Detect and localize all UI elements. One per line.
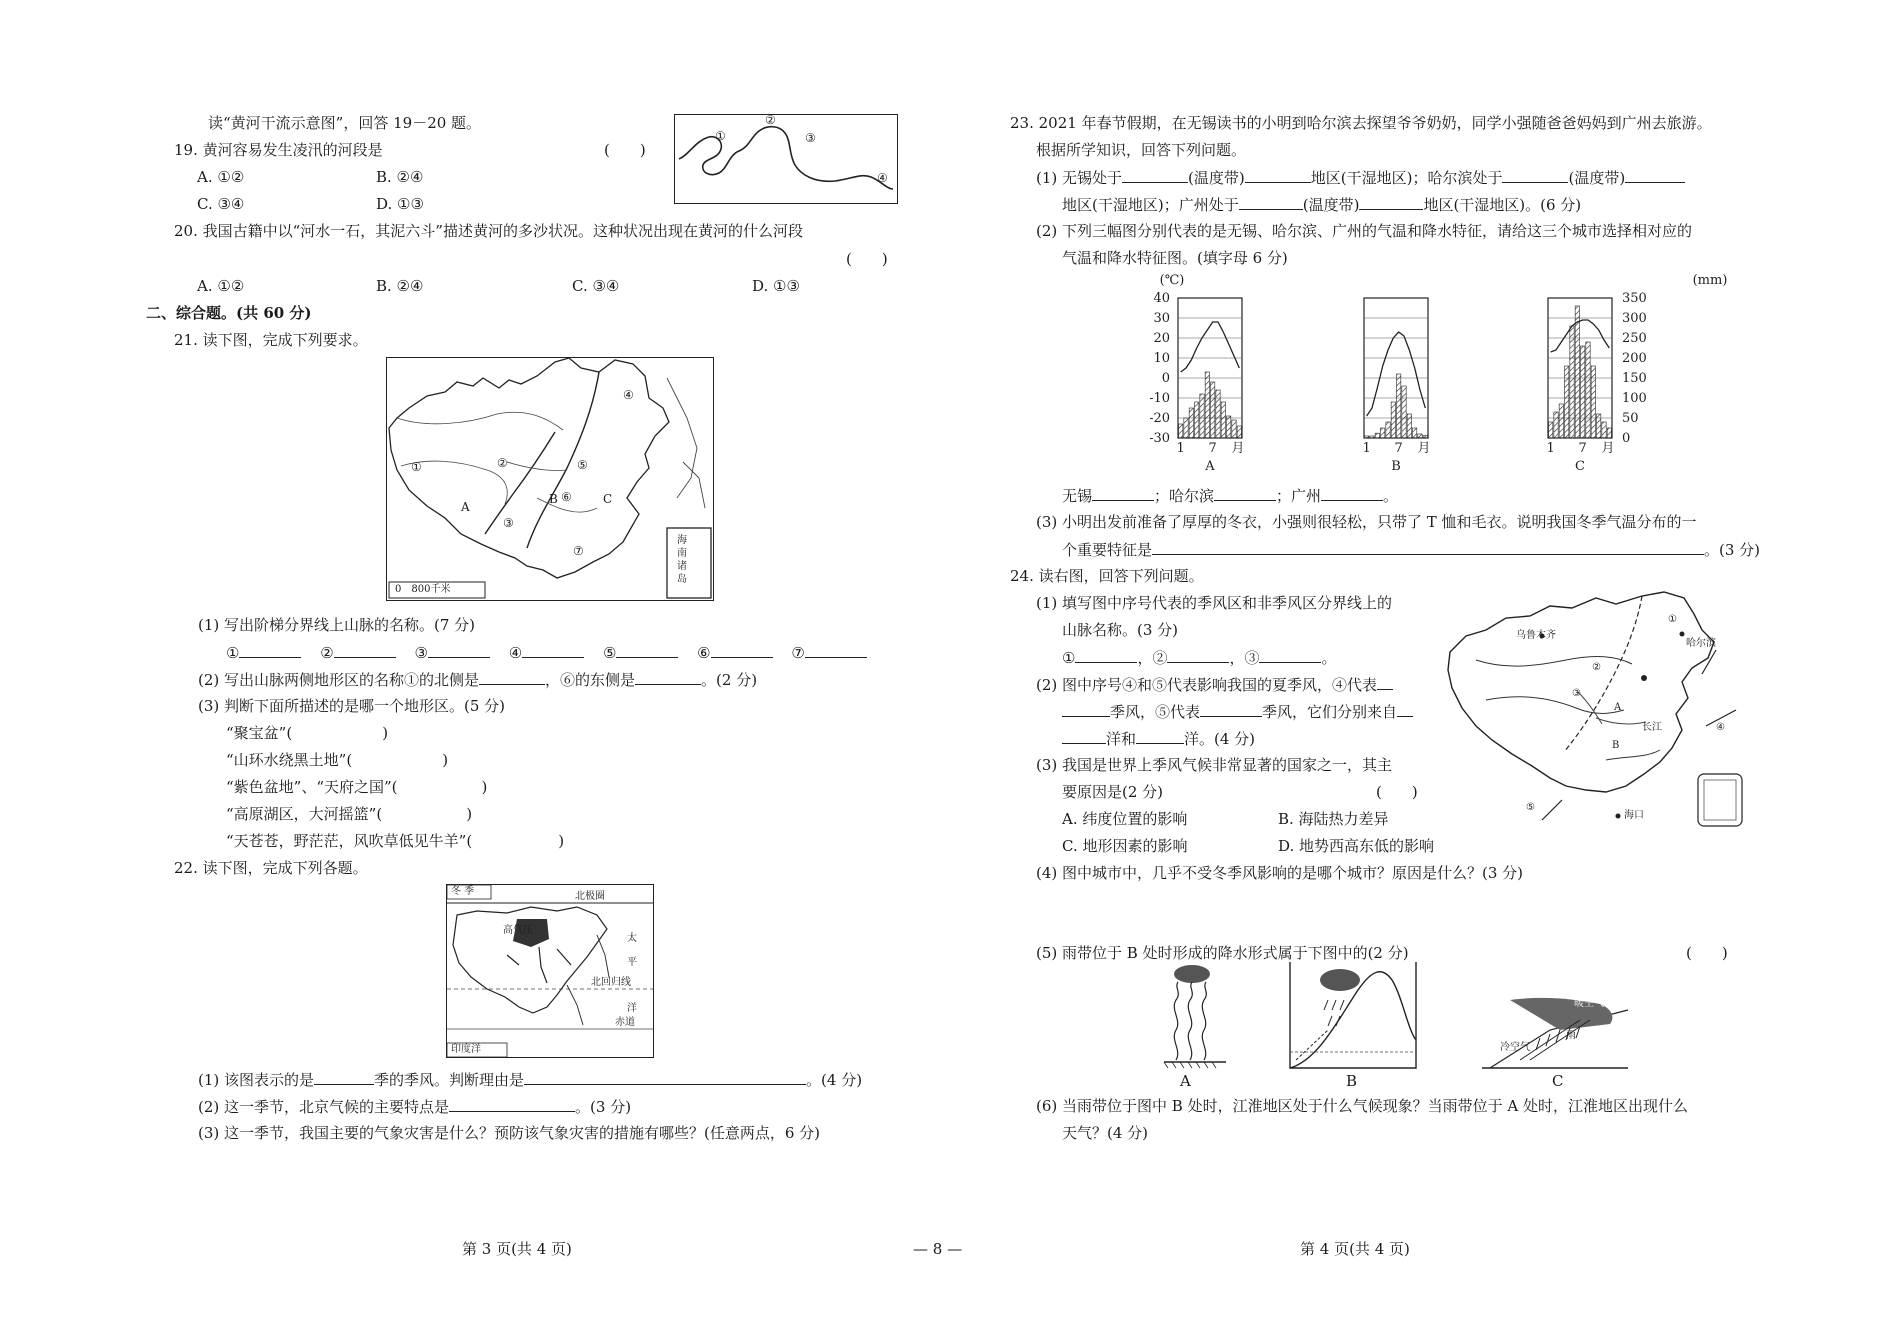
precip-bar <box>1221 402 1225 438</box>
desc-answer[interactable] <box>398 778 482 792</box>
q23-text: (温度带) <box>1568 169 1626 187</box>
q22-p1-text: 季的季风。判断理由是 <box>374 1071 525 1089</box>
precip-bar <box>1184 418 1188 438</box>
climate-charts <box>1150 270 1740 480</box>
q23-text: ；哈尔滨 <box>1154 487 1215 505</box>
q22-p3: (3) 这一季节，我国主要的气象灾害是什么？预防该气象灾害的措施有哪些？(任意两点，6 分) <box>198 1124 821 1142</box>
precip-bar <box>1397 374 1401 438</box>
q22-p2 <box>198 1097 631 1116</box>
q21-item-label: ③ <box>414 644 428 662</box>
guangzhou-zone-blank[interactable] <box>1239 195 1303 210</box>
q23-p1-line2 <box>1062 195 1581 214</box>
harbin-zone-blank[interactable] <box>1502 168 1568 183</box>
temp-tick-label: 40 <box>1153 291 1170 306</box>
precip-bar <box>1370 436 1374 438</box>
section-2-heading: 二、综合题。(共 60 分) <box>146 304 312 322</box>
q24-p1-line1: (1) 填写图中序号代表的季风区和非季风区分界线上的 <box>1036 594 1393 612</box>
map-label-5: ⑤ <box>577 458 588 472</box>
q21-item-label: ⑦ <box>791 644 805 662</box>
precip-bar <box>1227 416 1231 438</box>
desc-text: “紫色盆地”、“天府之国”( <box>226 778 398 796</box>
precip-tick-label: 200 <box>1622 351 1647 366</box>
precip-bar <box>1602 422 1606 438</box>
q24-text: ，③ <box>1229 649 1260 667</box>
desc-answer[interactable] <box>352 751 442 765</box>
q21-answer-blank[interactable] <box>428 643 490 658</box>
q24-text: ① <box>1062 649 1076 667</box>
q21-p1: (1) 写出阶梯分界线上山脉的名称。(7 分) <box>198 616 476 634</box>
rain-c-label: C <box>1552 1072 1564 1090</box>
page-number-center: — 8 — <box>913 1240 963 1258</box>
rainband-a-label: A <box>1614 702 1622 713</box>
precip-bar <box>1559 404 1563 438</box>
ocean-2-blank[interactable] <box>1136 729 1184 744</box>
map-label-b: B <box>549 492 558 506</box>
q23-text: (温度带) <box>1188 169 1245 187</box>
q23-p3-line2 <box>1062 540 1760 559</box>
q20-option: B. ②④ <box>376 277 424 295</box>
precip-unit-label: (mm) <box>1692 273 1728 288</box>
desc-answer[interactable] <box>382 805 466 819</box>
q22-p2-text: (2) 这一季节，北京气候的主要特点是 <box>198 1098 450 1116</box>
convective-rain-svg <box>1156 960 1246 1070</box>
river-label-1: ① <box>715 129 726 143</box>
q19-option: D. ①③ <box>376 195 424 213</box>
monsoon-map-label-1: ① <box>1668 614 1677 625</box>
q23-p3-line1: (3) 小明出发前准备了厚厚的冬衣，小强则很轻松，只带了 T 恤和毛衣。说明我国冬季气温分布的一 <box>1036 513 1697 531</box>
q22-stem: 22. 读下图，完成下列各题。 <box>174 859 368 877</box>
desc-close: ) <box>558 832 565 850</box>
x-tick-label: 1 <box>1176 441 1185 456</box>
precip-bar <box>1597 414 1601 438</box>
rainband-b-label: B <box>1612 740 1620 751</box>
china-outline <box>387 358 713 600</box>
q24-p3-line2: 要原因是(2 分) <box>1062 783 1164 801</box>
harbin-chart-blank[interactable] <box>1214 486 1276 501</box>
monsoon-5-blank[interactable] <box>1200 702 1262 717</box>
rain-text-label: 雨 <box>1566 1030 1576 1041</box>
q22-reason-blank[interactable] <box>524 1070 806 1085</box>
precip-bar <box>1211 382 1215 438</box>
precip-bar <box>1195 402 1199 438</box>
city-urumqi-label: 乌鲁木齐 <box>1516 630 1556 641</box>
yellow-river-map <box>674 114 898 204</box>
q24-text: 季风，它们分别来自 <box>1262 703 1398 721</box>
q21-answer-blank[interactable] <box>616 643 678 658</box>
x-tick-label: 7 <box>1578 441 1587 456</box>
monsoon-4-blank[interactable] <box>1062 702 1110 717</box>
desc-close: ) <box>442 751 449 769</box>
precip-bar <box>1200 394 1204 438</box>
q22-p1-text: 。(4 分) <box>806 1071 863 1089</box>
q19-option: A. ①② <box>197 168 245 186</box>
chart-frame <box>1178 298 1242 438</box>
q21-p3: (3) 判断下面所描述的是哪一个地形区。(5 分) <box>198 697 506 715</box>
q23-text: (温度带) <box>1302 196 1360 214</box>
chart-name-label: A <box>1205 459 1215 474</box>
temp-tick-label: -10 <box>1150 391 1170 406</box>
q23-text: 。 <box>1383 487 1399 505</box>
monsoon-map <box>1446 590 1746 830</box>
q21-desc-4 <box>226 805 472 823</box>
monsoon-map-label-4: ④ <box>1716 722 1725 733</box>
asia-outline <box>447 885 653 1057</box>
q23-p2-line1: (2) 下列三幅图分别代表的是无锡、哈尔滨、广州的气温和降水特征，请给这三个城市选择相对应的 <box>1036 222 1693 240</box>
q24-p2-line1 <box>1036 675 1393 694</box>
q24-p2-line3 <box>1062 729 1255 748</box>
precip-bar <box>1381 428 1385 438</box>
china-terrain-map <box>386 357 714 601</box>
q24-text: 季风，⑤代表 <box>1110 703 1201 721</box>
q24-p3-option: C. 地形因素的影响 <box>1062 837 1188 855</box>
q24-p6-line2: 天气？(4 分) <box>1062 1124 1149 1142</box>
yellow-river-line <box>675 115 897 203</box>
q24-p1-line3 <box>1062 648 1337 667</box>
q24-p3-line1: (3) 我国是世界上季风气候非常显著的国家之一，其主 <box>1036 756 1393 774</box>
q20-paren: ( ) <box>846 250 888 268</box>
equator-label: 赤道 <box>615 1017 635 1028</box>
q21-p2-blank-north[interactable] <box>479 670 545 685</box>
map-label-a: A <box>461 500 470 514</box>
precip-tick-label: 300 <box>1622 311 1647 326</box>
x-tick-label: 月 <box>1417 441 1431 456</box>
arctic-circle-label: 北极圈 <box>575 891 605 902</box>
river-label-3: ③ <box>805 131 816 145</box>
desc-close: ) <box>481 778 488 796</box>
q24-p5: (5) 雨带位于 B 处时形成的降水形式属于下图中的(2 分) <box>1036 944 1409 962</box>
q23-line1: 23. 2021 年春节假期，在无锡读书的小明到哈尔滨去探望爷爷奶奶，同学小强随爸爸妈妈到广州去旅游。 <box>1010 114 1712 132</box>
q21-stem: 21. 读下图，完成下列要求。 <box>174 331 368 349</box>
q21-desc-5 <box>226 832 564 850</box>
precip-bar <box>1575 306 1579 438</box>
q22-p2-text: 。(3 分) <box>575 1098 632 1116</box>
q23-answers <box>1062 486 1398 505</box>
guangzhou-humidity-blank[interactable] <box>1359 195 1423 210</box>
q24-p3-option: A. 纬度位置的影响 <box>1062 810 1188 828</box>
monsoon-map-outline <box>1446 590 1746 830</box>
q23-p2-line2: 气温和降水特征图。(填字母 6 分) <box>1062 249 1288 267</box>
climate-charts-svg <box>1150 270 1740 480</box>
q24-p2-line2 <box>1062 702 1413 721</box>
q24-text: (2) 图中序号④和⑤代表影响我国的夏季风，④代表 <box>1036 676 1378 694</box>
q21-answer-blank[interactable] <box>522 643 584 658</box>
rain-a-label: A <box>1180 1072 1191 1090</box>
monsoon-map-label-5: ⑤ <box>1526 802 1535 813</box>
cold-air-label: 冷空气 <box>1500 1042 1530 1053</box>
temp-tick-label: 30 <box>1153 311 1170 326</box>
desc-answer[interactable] <box>472 832 558 846</box>
q24-p3-paren: ( ) <box>1376 783 1418 801</box>
precip-bar <box>1402 386 1406 438</box>
precip-bar <box>1216 390 1220 438</box>
q21-item-label: ① <box>226 644 240 662</box>
temp-line <box>1181 322 1240 372</box>
precip-bar <box>1607 428 1611 438</box>
q21-item-label: ⑤ <box>602 644 617 662</box>
ocean-blank-start[interactable] <box>1397 702 1413 717</box>
q21-p2-text: 。(2 分) <box>701 671 758 689</box>
q23-text: 个重要特征是 <box>1062 541 1153 559</box>
monsoon-4-blank-start[interactable] <box>1377 675 1393 690</box>
pacific-label-2: 平 <box>627 957 637 968</box>
q24-p1-line2: 山脉名称。(3 分) <box>1062 621 1179 639</box>
precip-tick-label: 150 <box>1622 371 1647 386</box>
precip-bar <box>1205 372 1209 438</box>
x-tick-label: 月 <box>1601 441 1615 456</box>
q24-p5-paren: ( ) <box>1686 944 1728 962</box>
q21-item-label: ② <box>320 644 334 662</box>
q20-option: C. ③④ <box>572 277 620 295</box>
precip-tick-label: 350 <box>1622 291 1647 306</box>
precip-bar <box>1418 434 1422 438</box>
q24-p4: (4) 图中城市中，几乎不受冬季风影响的是哪个城市？原因是什么？(3 分) <box>1036 864 1524 882</box>
frontal-rain-svg <box>1480 990 1630 1070</box>
wuxi-humidity-blank[interactable] <box>1245 168 1311 183</box>
tropic-label: 北回归线 <box>591 977 631 988</box>
precip-tick-label: 0 <box>1622 431 1631 446</box>
desc-answer[interactable] <box>292 724 382 738</box>
temp-tick-label: 20 <box>1153 331 1170 346</box>
precip-bar <box>1189 408 1193 438</box>
page-footer-right: 第 4 页(共 4 页) <box>1300 1240 1410 1258</box>
q21-answer-blank[interactable] <box>239 643 301 658</box>
q23-text: 地区(干湿地区)；广州处于 <box>1062 196 1239 214</box>
map-label-3: ③ <box>503 516 514 530</box>
winter-temp-feature-blank[interactable] <box>1152 540 1704 555</box>
desc-close: ) <box>466 805 473 823</box>
q24-p6-line1: (6) 当雨带位于图中 B 处时，江淮地区处于什么气候现象？当雨带位于 A 处时，江淮地区出现什么 <box>1036 1097 1688 1115</box>
q24-p3-option: B. 海陆热力差异 <box>1278 810 1389 828</box>
winter-monsoon-map <box>446 884 654 1058</box>
x-tick-label: 7 <box>1394 441 1403 456</box>
q23-line2: 根据所学知识，回答下列问题。 <box>1036 141 1247 159</box>
map-label-1: ① <box>411 460 422 474</box>
q23-text: 地区(干湿地区)。(6 分) <box>1423 196 1582 214</box>
map-label-2: ② <box>497 456 508 470</box>
river-label-4: ④ <box>877 171 888 185</box>
temp-line <box>1367 332 1426 416</box>
q21-p2-text: (2) 写出山脉两侧地形区的名称①的北侧是 <box>198 671 480 689</box>
precip-bar <box>1391 402 1395 438</box>
city-haikou-label: 海口 <box>1624 810 1644 821</box>
q19-stem: 19. 黄河容易发生凌汛的河段是 <box>174 141 383 159</box>
pacific-label-1: 太 <box>627 933 637 944</box>
temp-tick-label: -20 <box>1150 411 1170 426</box>
x-tick-label: 月 <box>1231 441 1245 456</box>
river-label-2: ② <box>765 113 776 127</box>
mountain-1-blank[interactable] <box>1075 648 1137 663</box>
harbin-humidity-blank[interactable] <box>1625 168 1685 183</box>
q21-answer-blank[interactable] <box>805 643 867 658</box>
q23-text: 地区(干湿地区)；哈尔滨处于 <box>1310 169 1503 187</box>
q21-p2 <box>198 670 757 689</box>
q21-item-label: ⑥ <box>697 644 711 662</box>
desc-text: “聚宝盆”( <box>226 724 293 742</box>
pacific-label-3: 洋 <box>627 1003 637 1014</box>
chart-name-label: C <box>1575 459 1585 474</box>
q22-season-blank[interactable] <box>314 1070 374 1085</box>
temp-tick-label: -30 <box>1150 431 1170 446</box>
precip-bar <box>1591 366 1595 438</box>
guangzhou-chart-blank[interactable] <box>1321 486 1383 501</box>
chart-frame <box>1364 298 1428 438</box>
precip-bar <box>1232 420 1236 438</box>
precip-tick-label: 250 <box>1622 331 1647 346</box>
q20-option: A. ①② <box>197 277 245 295</box>
q21-p2-blank-east[interactable] <box>635 670 701 685</box>
q24-stem: 24. 读右图，回答下列问题。 <box>1010 567 1204 585</box>
q21-p2-text: ，⑥的东侧是 <box>545 671 636 689</box>
q21-answer-blank[interactable] <box>334 643 396 658</box>
monsoon-map-label-3: ③ <box>1572 688 1581 699</box>
precip-bar <box>1386 422 1390 438</box>
map-label-4: ④ <box>623 388 634 402</box>
map-scale: 0 800千米 <box>395 584 451 595</box>
page-footer-left: 第 3 页(共 4 页) <box>462 1240 572 1258</box>
q22-climate-blank[interactable] <box>449 1097 575 1112</box>
q21-desc-2 <box>226 751 448 769</box>
chart-name-label: B <box>1391 459 1401 474</box>
q21-p1-answers <box>226 643 867 662</box>
high-pressure-label: 高气压 <box>503 925 533 936</box>
precip-bar <box>1586 342 1590 438</box>
q21-item-label: ④ <box>508 644 523 662</box>
q22-p1-text: (1) 该图表示的是 <box>198 1071 315 1089</box>
q19-option: B. ②④ <box>376 168 424 186</box>
city-harbin-label: 哈尔滨 <box>1686 638 1716 649</box>
indian-ocean-label: 印度洋 <box>451 1044 481 1055</box>
frontal-rain-diagram <box>1480 990 1630 1070</box>
orographic-rain-svg <box>1288 960 1418 1070</box>
x-tick-label: 7 <box>1208 441 1217 456</box>
precip-bar <box>1581 346 1585 438</box>
precip-bar <box>1565 366 1569 438</box>
temp-tick-label: 0 <box>1161 371 1170 386</box>
mountain-2-blank[interactable] <box>1167 648 1229 663</box>
q24-p3-option: D. 地势西高东低的影响 <box>1278 837 1435 855</box>
q24-text: 洋。(4 分) <box>1184 730 1256 748</box>
x-tick-label: 1 <box>1362 441 1371 456</box>
q24-text: 。 <box>1321 649 1337 667</box>
rain-b-label: B <box>1346 1072 1358 1090</box>
map-label-c: C <box>603 492 613 506</box>
precip-bar <box>1375 433 1379 438</box>
wuxi-zone-blank[interactable] <box>1122 168 1188 183</box>
precip-bar <box>1413 428 1417 438</box>
precip-bar <box>1179 424 1183 438</box>
precip-bar <box>1554 412 1558 438</box>
q23-text: 。(3 分) <box>1704 541 1761 559</box>
yangtze-label: 长江 <box>1642 722 1662 733</box>
precip-bar <box>1407 414 1411 438</box>
temp-tick-label: 10 <box>1153 351 1170 366</box>
monsoon-map-label-2: ② <box>1592 662 1601 673</box>
map-label-6: ⑥ <box>561 490 572 504</box>
desc-text: “高原湖区，大河摇篮”( <box>226 805 383 823</box>
q19-paren: ( ) <box>604 141 646 159</box>
precip-tick-label: 50 <box>1622 411 1639 426</box>
q21-desc-3 <box>226 778 487 796</box>
q23-p1-line1 <box>1036 168 1685 187</box>
q23-text: (1) 无锡处于 <box>1036 169 1123 187</box>
wuxi-chart-blank[interactable] <box>1092 486 1154 501</box>
precip-bar <box>1237 426 1241 438</box>
temp-line <box>1551 320 1610 352</box>
mountain-3-blank[interactable] <box>1259 648 1321 663</box>
q20-stem: 20. 我国古籍中以“河水一石，其泥六斗”描述黄河的多沙状况。这种状况出现在黄河的什么河段 <box>174 222 803 240</box>
precip-bar <box>1570 326 1574 438</box>
orographic-rain-diagram <box>1288 960 1418 1070</box>
q20-option: D. ①③ <box>752 277 800 295</box>
season-label: 冬 季 <box>451 886 475 897</box>
map-label-7: ⑦ <box>573 544 584 558</box>
warm-air-label: 暖空气 <box>1574 998 1604 1009</box>
q24-text: 洋和 <box>1106 730 1137 748</box>
desc-close: ) <box>382 724 389 742</box>
q23-text: ；广州 <box>1276 487 1322 505</box>
x-tick-label: 1 <box>1546 441 1555 456</box>
desc-text: “山环水绕黑土地”( <box>226 751 353 769</box>
map-inset-label: 海南诸岛 <box>677 535 687 585</box>
q21-answer-blank[interactable] <box>711 643 773 658</box>
desc-text: “天苍苍，野茫茫，风吹草低见牛羊”( <box>226 832 473 850</box>
q19-option: C. ③④ <box>197 195 245 213</box>
q19-20-intro: 读“黄河干流示意图”，回答 19－20 题。 <box>208 114 482 132</box>
convective-rain-diagram <box>1156 960 1246 1070</box>
precip-bar <box>1549 422 1553 438</box>
precip-bar <box>1365 436 1369 438</box>
precip-tick-label: 100 <box>1622 391 1647 406</box>
q24-text: ，② <box>1137 649 1168 667</box>
q22-p1 <box>198 1070 862 1089</box>
ocean-1-blank[interactable] <box>1062 729 1106 744</box>
temp-unit-label: (℃) <box>1159 273 1185 288</box>
precip-bar <box>1423 436 1427 438</box>
q21-desc-1 <box>226 724 388 742</box>
q23-text: 无锡 <box>1062 487 1093 505</box>
